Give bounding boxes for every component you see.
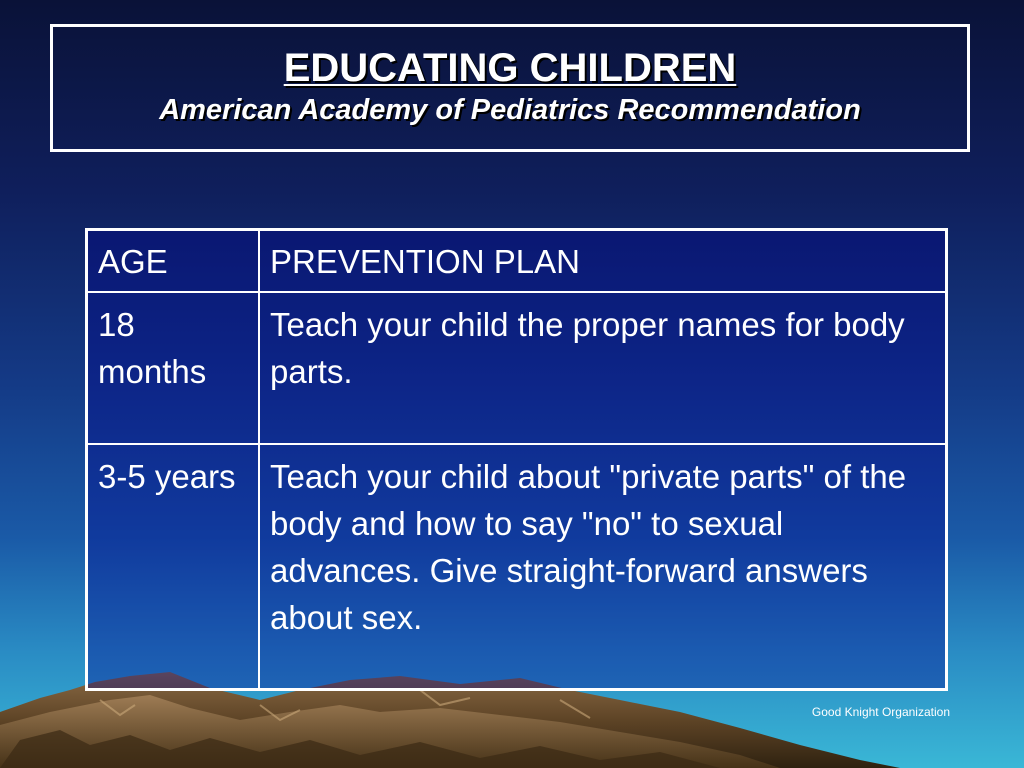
- plan-cell: Teach your child about "private parts" of the body and how to say "no" to sexual advances. Give straight-forward answers about sex.: [259, 444, 947, 690]
- page-title: EDUCATING CHILDREN: [283, 46, 737, 90]
- table-row: [87, 292, 947, 444]
- title-box: [50, 24, 970, 152]
- prevention-table-wrapper: [85, 228, 948, 691]
- plan-cell: Teach your child the proper names for body parts.: [259, 292, 947, 444]
- age-cell: 18 months: [87, 292, 260, 444]
- table-header-row: [87, 230, 947, 293]
- header-age: AGE: [87, 230, 260, 293]
- prevention-table: [85, 228, 948, 691]
- footer-credit: Good Knight Organization: [811, 705, 950, 719]
- header-prevention-plan: PREVENTION PLAN: [259, 230, 947, 293]
- page-subtitle: American Academy of Pediatrics Recommendation: [159, 94, 861, 126]
- table-row: [87, 444, 947, 690]
- age-cell: 3-5 years: [87, 444, 260, 690]
